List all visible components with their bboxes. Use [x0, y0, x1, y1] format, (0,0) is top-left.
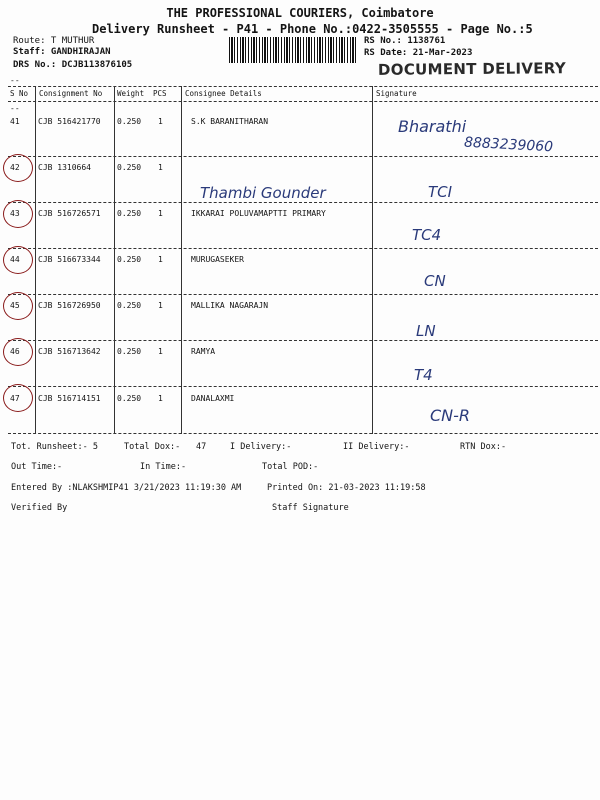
handwritten-signature: CN	[424, 272, 446, 290]
row-consignment: CJB 516726950	[38, 301, 101, 310]
row-sno: 46	[10, 347, 20, 356]
row-consignment: CJB 516713642	[38, 347, 101, 356]
header-dashes: --	[10, 104, 20, 113]
header-bottom-rule	[8, 101, 598, 102]
staff-label: Staff: GANDHIRAJAN	[13, 47, 111, 57]
row-rule	[8, 202, 598, 203]
handwritten-signature: TCI	[428, 183, 453, 201]
row-weight: 0.250	[117, 394, 142, 403]
ii-delivery-label: II Delivery:-	[343, 442, 410, 452]
row-sno: 44	[10, 255, 20, 264]
rs-date: RS Date: 21-Mar-2023	[364, 48, 473, 58]
total-dox-value: 47	[196, 442, 207, 452]
handwritten-note: Thambi Gounder	[200, 184, 326, 202]
row-consignment: CJB 516726571	[38, 209, 101, 218]
row-consignee: MURUGASEKER	[191, 255, 244, 264]
runsheet-title: Delivery Runsheet - P41 - Phone No.:0422-3505555 - Page No.:5	[92, 22, 533, 36]
col-header-pcs: PCS	[153, 89, 167, 98]
handwritten-signature: T4	[414, 366, 433, 384]
row-weight: 0.250	[117, 117, 142, 126]
route-label: Route: T MUTHUR	[13, 36, 95, 46]
row-rule	[8, 340, 598, 341]
handwritten-signature: CN-R	[430, 406, 471, 425]
rtn-dox-label: RTN Dox:-	[460, 442, 507, 452]
row-rule	[8, 248, 598, 249]
row-pcs: 1	[158, 255, 163, 264]
row-pcs: 1	[158, 301, 163, 310]
row-weight: 0.250	[117, 347, 142, 356]
row-consignee: RAMYA	[191, 347, 216, 356]
entered-by: Entered By :NLAKSHMIP41 3/21/2023 11:19:30 AM	[11, 483, 242, 493]
col-header-consignment: Consignment No	[39, 89, 103, 98]
row-consignment: CJB 1310664	[38, 163, 91, 172]
row-sno: 42	[10, 163, 20, 172]
row-consignment: CJB 516714151	[38, 394, 101, 403]
header-dashes: --	[10, 76, 20, 85]
i-delivery-label: I Delivery:-	[230, 442, 292, 452]
row-consignee: MALLIKA NAGARAJN	[191, 301, 269, 310]
out-time-label: Out Time:-	[11, 462, 63, 472]
handwritten-phone: 8883239060	[463, 134, 554, 156]
col-header-sno: S No	[10, 89, 29, 98]
row-rule	[8, 386, 598, 387]
total-runsheet: Tot. Runsheet:- 5	[11, 442, 98, 452]
rs-number: RS No.: 1138761	[364, 36, 446, 46]
row-weight: 0.250	[117, 209, 142, 218]
row-rule	[8, 294, 598, 295]
row-pcs: 1	[158, 117, 163, 126]
row-sno: 47	[10, 394, 20, 403]
row-sno: 43	[10, 209, 20, 218]
total-pod-label: Total POD:-	[262, 462, 319, 472]
row-consignment: CJB 516421770	[38, 117, 101, 126]
handwritten-signature: LN	[416, 322, 436, 340]
column-divider	[35, 86, 36, 434]
row-consignee: DANALAXMI	[191, 394, 235, 403]
row-pcs: 1	[158, 347, 163, 356]
document-delivery-stamp: DOCUMENT DELIVERY	[377, 59, 567, 79]
row-sno: 41	[10, 117, 20, 126]
row-consignee: S.K BARANITHARAN	[191, 117, 269, 126]
row-consignee: IKKARAI POLUVAMAPTTI PRIMARY	[191, 209, 326, 218]
column-divider	[372, 86, 373, 434]
table-bottom-rule	[8, 433, 598, 434]
handwritten-signature: TC4	[412, 226, 442, 244]
in-time-label: In Time:-	[140, 462, 187, 472]
row-weight: 0.250	[117, 163, 142, 172]
drs-number: DRS No.: DCJB113876105	[13, 60, 133, 70]
handwritten-signature: Bharathi	[398, 117, 467, 136]
column-divider	[181, 86, 182, 434]
column-divider	[114, 86, 115, 434]
col-header-weight: Weight	[117, 89, 145, 98]
row-sno: 45	[10, 301, 20, 310]
staff-signature-label: Staff Signature	[272, 503, 349, 513]
row-rule	[8, 156, 598, 157]
barcode-image	[229, 37, 357, 63]
printed-on: Printed On: 21-03-2023 11:19:58	[267, 483, 426, 493]
table-top-rule	[8, 86, 598, 87]
total-dox-label: Total Dox:-	[124, 442, 181, 452]
verified-by-label: Verified By	[11, 503, 68, 513]
company-title: THE PROFESSIONAL COURIERS, Coimbatore	[166, 6, 434, 20]
row-pcs: 1	[158, 209, 163, 218]
row-weight: 0.250	[117, 255, 142, 264]
col-header-consignee: Consignee Details	[185, 89, 262, 98]
row-pcs: 1	[158, 394, 163, 403]
col-header-signature: Signature	[376, 89, 417, 98]
row-weight: 0.250	[117, 301, 142, 310]
row-pcs: 1	[158, 163, 163, 172]
row-consignment: CJB 516673344	[38, 255, 101, 264]
